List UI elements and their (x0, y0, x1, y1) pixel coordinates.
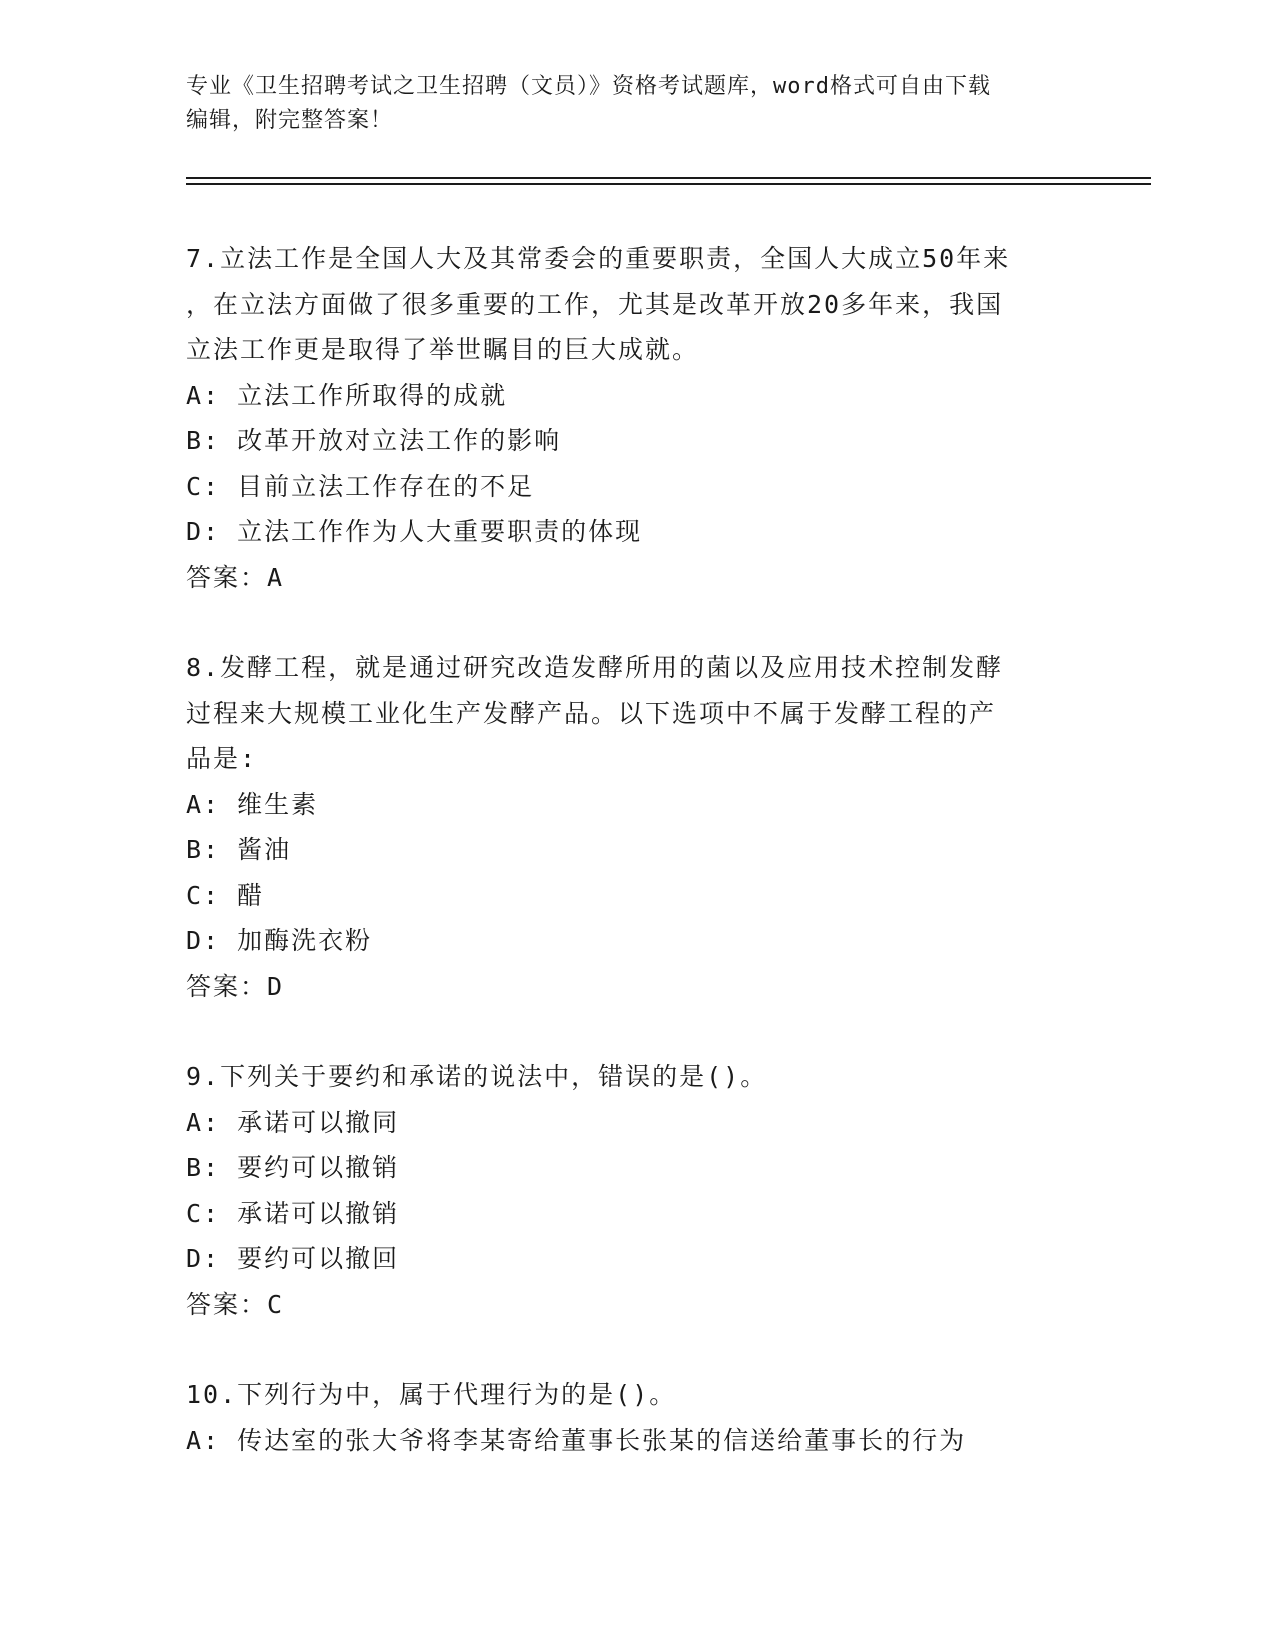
option-d: D: 要约可以撤回 (186, 1244, 400, 1273)
header-rule-bottom (186, 183, 1151, 185)
question-10 (186, 1372, 1086, 1463)
answer: 答案：D (186, 971, 285, 1001)
header-rule-top (186, 177, 1151, 179)
question-8 (186, 645, 1086, 1009)
question-text-line: 7.立法工作是全国人大及其常委会的重要职责，全国人大成立50年来 (186, 244, 1011, 273)
answer: 答案：A (186, 562, 285, 592)
header-line-2: 编辑，附完整答案！ (186, 108, 394, 133)
option-c: C: 醋 (186, 880, 265, 910)
option-b: B: 要约可以撤销 (186, 1153, 400, 1182)
question-text-line: 品是: (186, 744, 258, 773)
question-7 (186, 236, 1086, 600)
question-text-line: 10.下列行为中，属于代理行为的是()。 (186, 1380, 677, 1409)
question-text-line: 8.发酵工程，就是通过研究改造发酵所用的菌以及应用技术控制发酵 (186, 653, 1004, 682)
document-header (186, 70, 1086, 138)
option-c: C: 目前立法工作存在的不足 (186, 471, 535, 501)
spacer (186, 1009, 1086, 1054)
spacer (186, 1327, 1086, 1372)
question-9 (186, 1054, 1086, 1327)
question-text-line: ，在立法方面做了很多重要的工作，尤其是改革开放20多年来，我国 (186, 289, 1004, 319)
option-a: A: 维生素 (186, 789, 319, 819)
option-a: A: 传达室的张大爷将李某寄给董事长张某的信送给董事长的行为 (186, 1425, 967, 1455)
question-text-line: 立法工作更是取得了举世瞩目的巨大成就。 (186, 335, 700, 364)
option-c: C: 承诺可以撤销 (186, 1198, 400, 1228)
option-a: A: 承诺可以撤同 (186, 1107, 400, 1137)
question-text-line: 过程来大规模工业化生产发酵产品。以下选项中不属于发酵工程的产 (186, 698, 997, 728)
spacer (186, 600, 1086, 645)
header-line-1: 专业《卫生招聘考试之卫生招聘（文员）》资格考试题库，word格式可自由下载 (186, 74, 991, 99)
question-text-line: 9.下列关于要约和承诺的说法中，错误的是()。 (186, 1062, 768, 1091)
option-a: A: 立法工作所取得的成就 (186, 380, 508, 410)
option-b: B: 改革开放对立法工作的影响 (186, 426, 562, 455)
option-b: B: 酱油 (186, 835, 292, 864)
option-d: D: 加酶洗衣粉 (186, 926, 373, 955)
answer: 答案：C (186, 1289, 285, 1319)
question-list (186, 236, 1086, 1463)
option-d: D: 立法工作作为人大重要职责的体现 (186, 517, 643, 546)
